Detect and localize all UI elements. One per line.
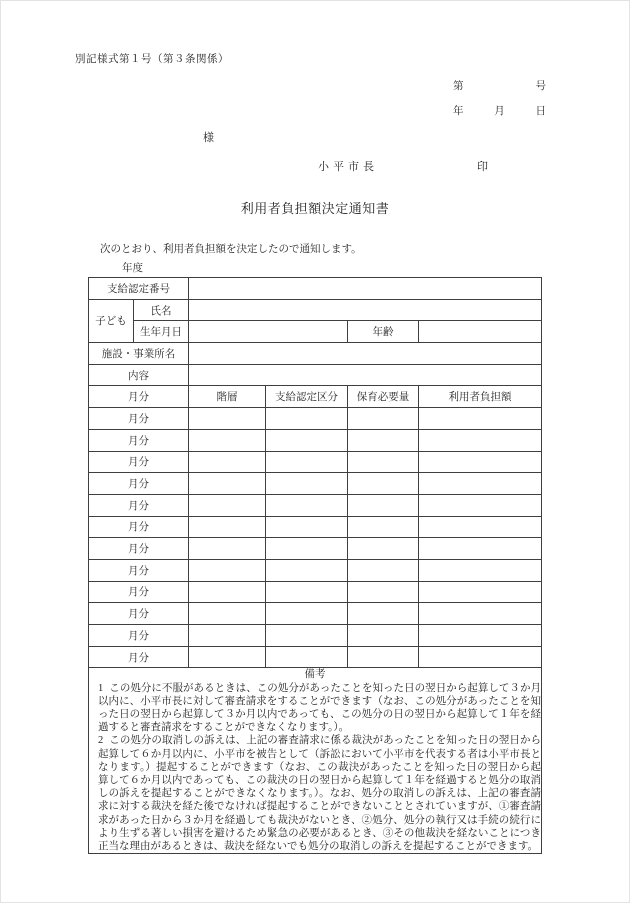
care-amount-cell [348, 625, 419, 647]
tier-cell [189, 581, 266, 603]
category-cell [266, 538, 348, 560]
remark-text-2: この処分の取消しの訴えは、上記の審査請求に係る裁決があったことを知った日の翌日から起算して６か月以内に、小平市を被告として（訴訟において小平市を代表する者は小平市長となります。）提起することができます（なお、この裁決があったことを知った日の翌日から起算して６か月以内であっても、この裁決の日の翌日から起算して１年を経過すると処分の取消しの訴えを提起することができなくなります。）。なお、処分の取消しの訴えは、上記の審査請求に対する裁決を経た後でなければ提起することができないこととされていますが、①審査請求があった日から３か月を経過しても裁決がないとき、②処分、処分の執行又は手続の続行により生ずる著しい損害を避けるため緊急の必要があるとき、③その他裁決を経ないことにつき正当な理由があるときは、裁決を経ないでも処分の取消しの訴えを提起することができます。 [98, 735, 541, 853]
remarks-cell [89, 668, 542, 854]
care-amount-cell [348, 429, 419, 451]
issuer-seal: 印 [477, 161, 488, 173]
child-name-value [189, 299, 542, 321]
monthly-header-user-charge: 利用者負担額 [419, 386, 542, 408]
month-row [89, 473, 542, 495]
care-amount-cell [348, 494, 419, 516]
category-cell [266, 581, 348, 603]
user-charge-cell [419, 625, 542, 647]
tier-cell [189, 538, 266, 560]
child-name-row [89, 299, 542, 321]
tier-cell [189, 494, 266, 516]
month-label: 月分 [89, 625, 189, 647]
document-title: 利用者負担額決定通知書 [240, 201, 390, 216]
monthly-header-row [89, 386, 542, 408]
month-label: 月分 [89, 408, 189, 430]
user-charge-cell [419, 559, 542, 581]
doc-number-suffix: 号 [535, 81, 546, 92]
date-month-label: 月 [494, 106, 505, 117]
care-amount-cell [348, 559, 419, 581]
tier-cell [189, 559, 266, 581]
remark-number-1: 1 [98, 682, 104, 694]
tier-cell [189, 408, 266, 430]
doc-date-line [453, 103, 546, 118]
user-charge-cell [419, 516, 542, 538]
facility-value [189, 343, 542, 365]
remarks-row [89, 668, 542, 854]
addressee-honorific: 様 [203, 132, 214, 144]
month-row [89, 494, 542, 516]
intro-sentence: 次のとおり、利用者負担額を決定したので通知します。 [100, 244, 362, 255]
birthdate-label: 生年月日 [134, 321, 189, 343]
category-cell [266, 494, 348, 516]
content-label: 内容 [89, 364, 189, 386]
user-charge-cell [419, 494, 542, 516]
monthly-header-care-amount: 保育必要量 [348, 386, 419, 408]
remark-item-2 [98, 734, 541, 853]
user-charge-cell [419, 408, 542, 430]
month-label: 月分 [89, 603, 189, 625]
user-charge-cell [419, 581, 542, 603]
month-label: 月分 [89, 473, 189, 495]
tier-cell [189, 429, 266, 451]
tier-cell [189, 451, 266, 473]
month-row [89, 646, 542, 668]
month-row [89, 451, 542, 473]
tier-cell [189, 625, 266, 647]
month-row [89, 603, 542, 625]
category-cell [266, 451, 348, 473]
user-charge-cell [419, 646, 542, 668]
age-value [419, 321, 542, 343]
care-amount-cell [348, 646, 419, 668]
month-row [89, 516, 542, 538]
category-cell [266, 516, 348, 538]
form-id: 別記様式第１号（第３条関係） [75, 54, 229, 65]
month-label: 月分 [89, 559, 189, 581]
category-cell [266, 473, 348, 495]
category-cell [266, 625, 348, 647]
doc-number-line [453, 78, 546, 93]
birthdate-value [189, 321, 348, 343]
facility-label: 施設・事業所名 [89, 343, 189, 365]
month-row [89, 538, 542, 560]
remark-number-2: 2 [98, 735, 104, 747]
doc-number-prefix: 第 [453, 81, 464, 92]
age-label: 年齢 [348, 321, 419, 343]
month-label: 月分 [89, 494, 189, 516]
month-row [89, 625, 542, 647]
monthly-header-month: 月分 [89, 386, 189, 408]
category-cell [266, 603, 348, 625]
user-charge-cell [419, 451, 542, 473]
month-label: 月分 [89, 646, 189, 668]
care-amount-cell [348, 581, 419, 603]
remark-item-1 [98, 682, 541, 735]
child-name-label: 氏名 [134, 299, 189, 321]
content-row [89, 364, 542, 386]
month-label: 月分 [89, 581, 189, 603]
notice-table [88, 277, 542, 854]
care-amount-cell [348, 538, 419, 560]
user-charge-cell [419, 538, 542, 560]
tier-cell [189, 646, 266, 668]
month-label: 月分 [89, 516, 189, 538]
care-amount-cell [348, 603, 419, 625]
care-amount-cell [348, 451, 419, 473]
facility-row [89, 343, 542, 365]
care-amount-cell [348, 473, 419, 495]
user-charge-cell [419, 429, 542, 451]
cert-number-label: 支給認定番号 [89, 278, 189, 300]
date-day-label: 日 [535, 106, 546, 117]
month-label: 月分 [89, 451, 189, 473]
cert-number-value [189, 278, 542, 300]
cert-number-row [89, 278, 542, 300]
user-charge-cell [419, 603, 542, 625]
date-year-label: 年 [453, 106, 464, 117]
category-cell [266, 559, 348, 581]
tier-cell [189, 603, 266, 625]
birthdate-row [89, 321, 542, 343]
issuer-name: 小平市長 [318, 161, 378, 173]
category-cell [266, 408, 348, 430]
month-row [89, 581, 542, 603]
tier-cell [189, 516, 266, 538]
month-row [89, 408, 542, 430]
care-amount-cell [348, 516, 419, 538]
month-row [89, 429, 542, 451]
remark-text-1: この処分に不服があるときは、この処分があったことを知った日の翌日から起算して３か月以内に、小平市長に対して審査請求をすることができます（なお、この処分があったことを知った日の翌日から起算して３か月以内であっても、この処分の日の翌日から起算して１年を経過すると審査請求をすることができなくなります。）。 [98, 682, 541, 734]
monthly-header-tier: 階層 [189, 386, 266, 408]
remarks-label: 備考 [304, 669, 326, 681]
tier-cell [189, 473, 266, 495]
fiscal-year-label: 年度 [122, 263, 143, 274]
category-cell [266, 646, 348, 668]
user-charge-cell [419, 473, 542, 495]
month-row [89, 559, 542, 581]
care-amount-cell [348, 408, 419, 430]
month-label: 月分 [89, 538, 189, 560]
content-value [189, 364, 542, 386]
month-label: 月分 [89, 429, 189, 451]
child-label: 子ども [89, 299, 134, 342]
category-cell [266, 429, 348, 451]
monthly-header-category: 支給認定区分 [266, 386, 348, 408]
